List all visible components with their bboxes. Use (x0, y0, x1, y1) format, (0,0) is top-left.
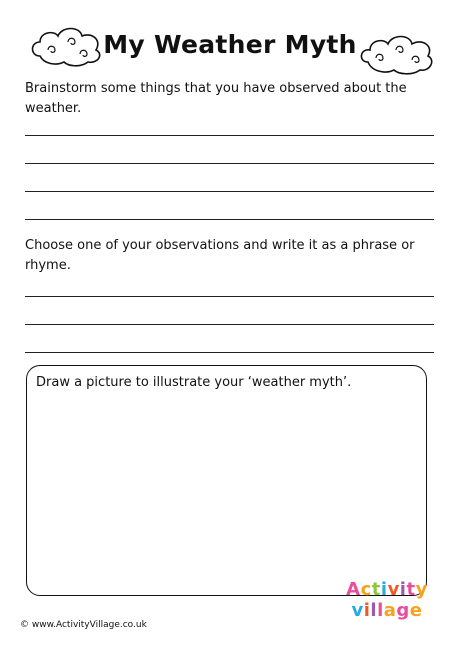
phrase-prompt: Choose one of your observations and write it as a phrase or rhyme. (25, 238, 415, 273)
logo-line-1 (337, 580, 437, 600)
logo-letter: l (370, 600, 378, 621)
logo-letter: i (399, 579, 407, 600)
writing-line[interactable] (25, 135, 434, 136)
logo-letter: t (406, 579, 416, 600)
logo-letter: e (409, 600, 423, 621)
cloud-icon (358, 32, 436, 76)
writing-line[interactable] (25, 219, 434, 220)
logo-letter: A (346, 579, 361, 600)
brainstorm-prompt: Brainstorm some things that you have observed about the weather. (25, 81, 407, 116)
drawing-box[interactable] (26, 365, 427, 596)
cloud-icon (28, 24, 106, 68)
logo-letter: v (351, 600, 364, 621)
logo-letter: i (363, 600, 371, 621)
writing-line[interactable] (25, 163, 434, 164)
logo-letter: i (380, 579, 388, 600)
logo-letter: c (360, 579, 372, 600)
logo-letter: l (377, 600, 384, 621)
writing-line[interactable] (25, 324, 434, 325)
drawing-prompt: Draw a picture to illustrate your ‘weather myth’. (36, 375, 352, 390)
activity-village-logo (337, 580, 437, 640)
logo-letter: a (383, 600, 397, 621)
logo-letter: y (415, 579, 428, 600)
logo-letter: g (396, 600, 410, 621)
logo-letter: v (387, 579, 400, 600)
writing-line[interactable] (25, 296, 434, 297)
writing-line[interactable] (25, 191, 434, 192)
logo-letter: t (371, 579, 381, 600)
logo-line-2 (337, 600, 437, 622)
footer-url: © www.ActivityVillage.co.uk (20, 620, 147, 630)
writing-line[interactable] (25, 352, 434, 353)
page-title: My Weather Myth (103, 30, 357, 59)
